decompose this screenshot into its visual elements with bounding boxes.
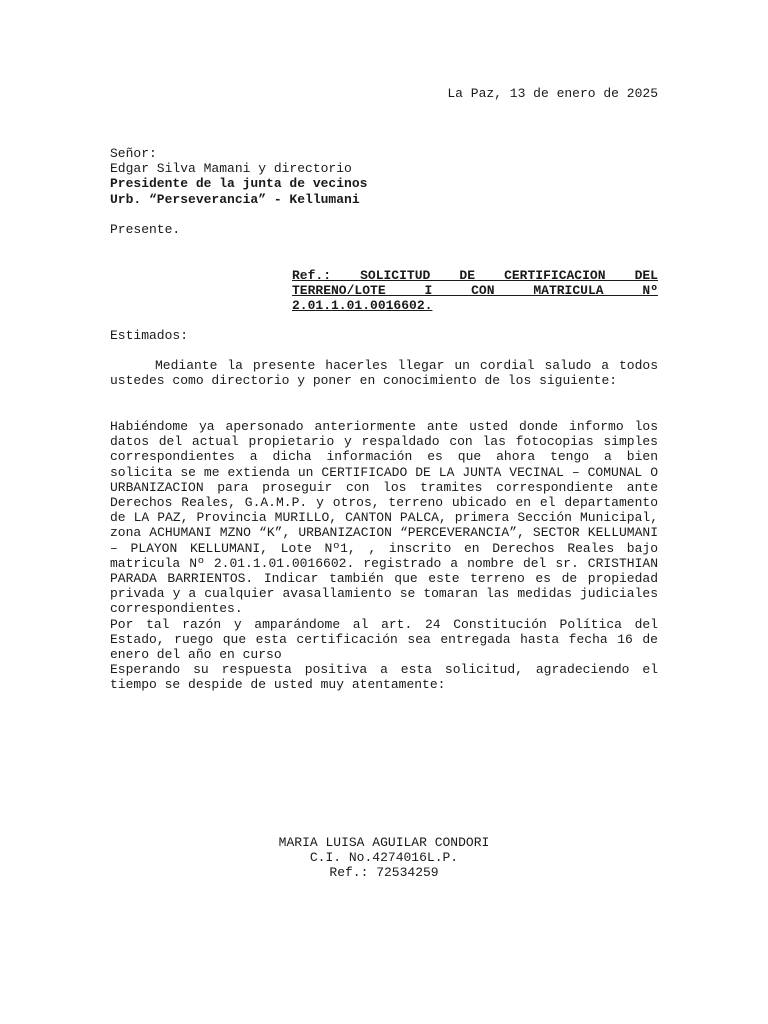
recipient-title: Presidente de la junta de vecinos [110,176,368,192]
recipient-name: Edgar Silva Mamani y directorio [110,161,352,177]
reference-line: Ref.: SOLICITUD DE CERTIFICACION DEL TERRENO/LOTE I CON MATRICULA Nº 2.01.1.01.0016602. [292,268,658,314]
body-paragraph: Esperando su respuesta positiva a esta solicitud, agradeciendo el tiempo se despide de usted muy atentamente: [110,662,658,693]
salutation: Señor: [110,146,157,161]
signer-ci: C.I. No.4274016L.P. [309,850,459,866]
intro-paragraph: Mediante la presente hacerles llegar un cordial saludo a todos ustedes como directorio y poner en conocimiento de los siguiente: [110,358,658,389]
greeting: Estimados: [110,328,189,343]
signer-ref: Ref.: 72534259 [329,865,439,881]
recipient-block [110,146,658,207]
recipient-urbanization: Urb. “Perseverancia” - Kellumani [110,191,360,207]
letter-body [110,419,658,693]
body-paragraph: Habiéndome ya apersonado anteriormente ante usted donde informo los datos del actual propietario y respaldado con las fotocopias simples correspondientes a dicha información es que ahora tengo a bien solicita se me extienda un CERTIFICADO DE LA JUNTA VECINAL – COMUNAL O URBANIZACION para proseguir con los tramites correspondiente ante Derechos Reales, G.A.M.P. y otros, terreno ubicado en el departamento de LA PAZ, Provincia MURILLO, CANTON PALCA, primera Sección Municipal, zona ACHUMANI MZNO “K”, URBANIZACION “PERCEVERANCIA”, SECTOR KELLUMANI – PLAYON KELLUMANI, Lote Nº1, , inscrito en Derechos Reales bajo matricula Nº 2.01.1.01.0016602. registrado a nombre del sr. CRISTHIAN PARADA BARRIENTOS. Indicar también que este terreno es de propiedad privada y a cualquier avasallamiento se tomaran las medidas judiciales correspondientes. [110,419,658,617]
presente-line: Presente. [110,222,181,237]
signer-name: MARIA LUISA AGUILAR CONDORI [278,835,490,850]
body-paragraph: Por tal razón y amparándome al art. 24 Constitución Política del Estado, ruego que esta certificación sea entregada hasta fecha 16 de enero del año en curso [110,616,658,663]
signature-block [110,835,658,881]
date-line: La Paz, 13 de enero de 2025 [447,86,658,101]
